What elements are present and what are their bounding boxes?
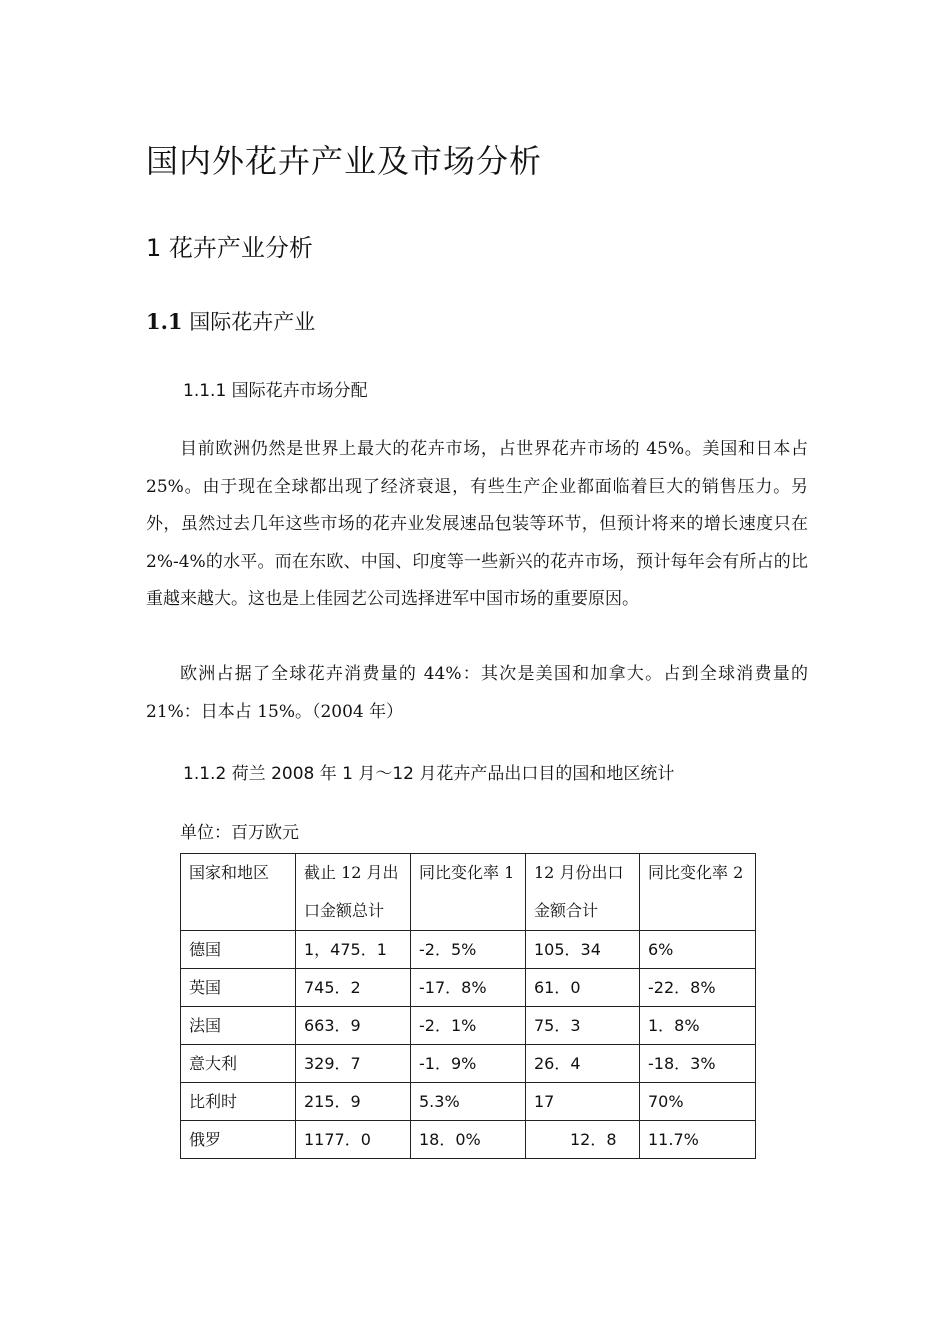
table-cell: -22．8% — [640, 969, 756, 1007]
table-cell: -1．9% — [411, 1045, 526, 1083]
table-cell: 11.7% — [640, 1121, 756, 1159]
table-cell: 1，475．1 — [296, 931, 411, 969]
table-cell: 105．34 — [526, 931, 640, 969]
table-unit-label: 单位：百万欧元 — [180, 823, 299, 843]
heading-2-text: 国际花卉产业 — [189, 310, 316, 334]
table-cell: -2．1% — [411, 1007, 526, 1045]
table-row — [181, 1007, 756, 1045]
table-row — [181, 1083, 756, 1121]
table-cell: 5.3% — [411, 1083, 526, 1121]
table-row — [181, 1121, 756, 1159]
export-table — [180, 853, 756, 1159]
table-cell: 61．0 — [526, 969, 640, 1007]
table-cell: 663．9 — [296, 1007, 411, 1045]
table-row — [181, 969, 756, 1007]
document-title: 国内外花卉产业及市场分析 — [146, 142, 543, 180]
heading-3-market-distribution: 1.1.1 国际花卉市场分配 — [183, 381, 368, 401]
table-row — [181, 1045, 756, 1083]
column-header: 同比变化率 2 — [640, 854, 756, 931]
heading-3-export-statistics: 1.1.2 荷兰 2008 年 1 月～12 月花卉产品出口目的国和地区统计 — [183, 764, 675, 784]
paragraph-consumption-share: 欧洲占据了全球花卉消费量的 44%：其次是美国和加拿大。占到全球消费量的 21%：日本占 15%。（2004 年） — [146, 664, 808, 722]
table-cell: 745．2 — [296, 969, 411, 1007]
table-cell: 26．4 — [526, 1045, 640, 1083]
table-cell: 75．3 — [526, 1007, 640, 1045]
table-cell: 比利时 — [181, 1083, 296, 1121]
table-cell: 德国 — [181, 931, 296, 969]
table-cell: 意大利 — [181, 1045, 296, 1083]
table-cell: -17．8% — [411, 969, 526, 1007]
table-cell: 英国 — [181, 969, 296, 1007]
paragraph-market-overview: 目前欧洲仍然是世界上最大的花卉市场，占世界花卉市场的 45%。美国和日本占 25%。由于现在全球都出现了经济衰退，有些生产企业都面临着巨大的销售压力。另外，虽然过去几年这些市场的花卉业发展速品包装等环节，但预计将来的增长速度只在 2%-4%的水平。而在东欧、中国、印度等一些新兴的花卉市场，预计每年会有所占的比重越来越大。这也是上佳园艺公司选择进军中国市场的重要原因。 — [146, 439, 808, 609]
table-cell: 215．9 — [296, 1083, 411, 1121]
table-row — [181, 931, 756, 969]
column-header: 12 月份出口金额合计 — [526, 854, 640, 931]
table-header-row — [181, 854, 756, 931]
table-cell: 法国 — [181, 1007, 296, 1045]
table-cell: 6% — [640, 931, 756, 969]
table-cell: -2．5% — [411, 931, 526, 969]
table-cell: -18．3% — [640, 1045, 756, 1083]
table-cell: 1177．0 — [296, 1121, 411, 1159]
table-cell: 70% — [640, 1083, 756, 1121]
table-cell: 1．8% — [640, 1007, 756, 1045]
table-cell: 17 — [526, 1083, 640, 1121]
column-header: 同比变化率 1 — [411, 854, 526, 931]
heading-1: 1 花卉产业分析 — [146, 234, 313, 262]
table-cell: 329．7 — [296, 1045, 411, 1083]
heading-2 — [146, 306, 315, 336]
column-header: 截止 12 月出口金额总计 — [296, 854, 411, 931]
table-cell: 18．0% — [411, 1121, 526, 1159]
table-cell: 12．8 — [526, 1121, 640, 1159]
heading-2-number: 1.1 — [146, 309, 183, 334]
column-header: 国家和地区 — [181, 854, 296, 931]
table-cell: 俄罗 — [181, 1121, 296, 1159]
